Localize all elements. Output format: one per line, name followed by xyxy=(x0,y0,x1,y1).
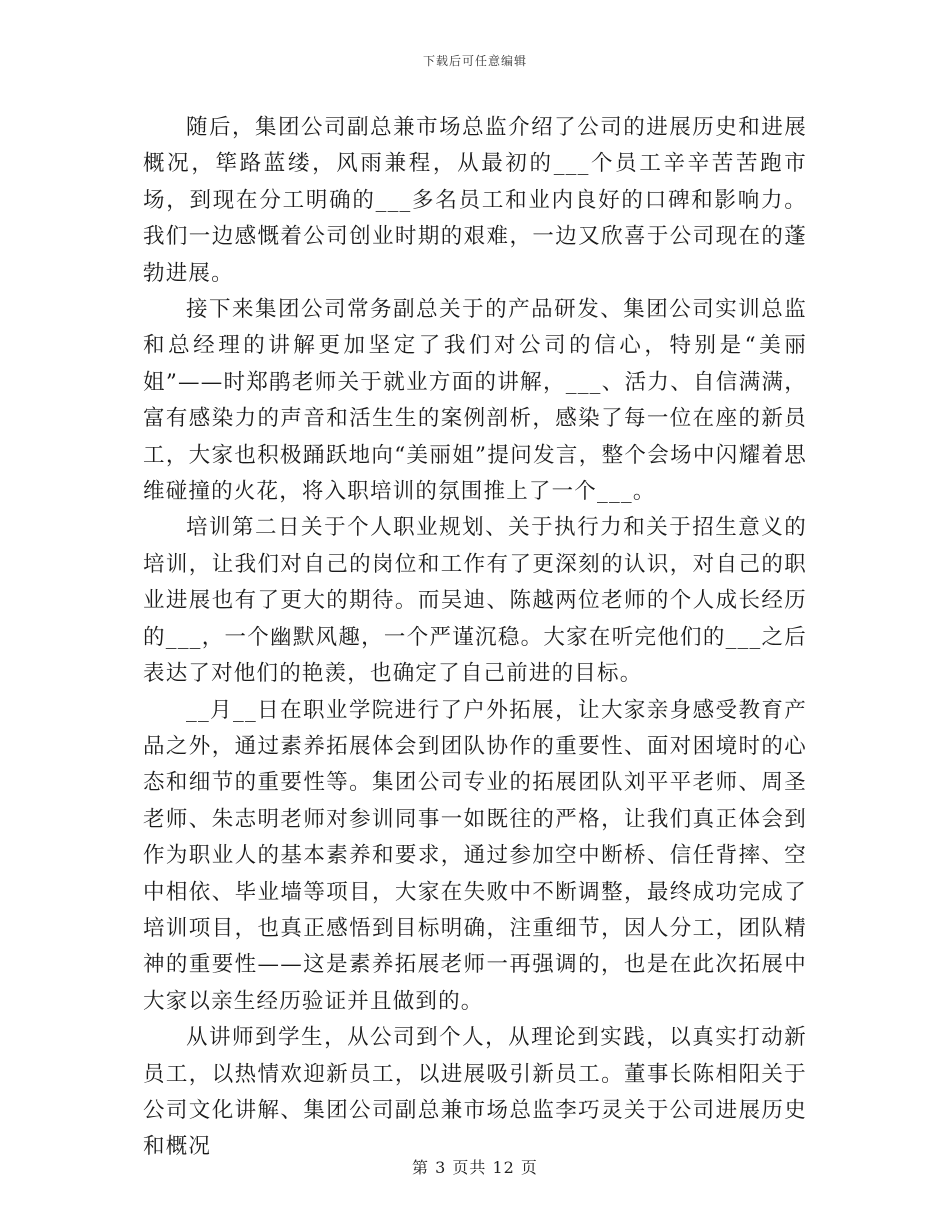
paragraph-2: 接下来集团公司常务副总关于的产品研发、集团公司实训总监和总经理的讲解更加坚定了我们对公司的信心，特别是“美丽姐”——时郑鹃老师关于就业方面的讲解，___、活力、自信满满，富有感染力的声音和活生生的案例剖析，感染了每一位在座的新员工，大家也积极踊跃地向“美丽姐”提问发言，整个会场中闪耀着思维碰撞的火花，将入职培训的氛围推上了一个___。 xyxy=(143,297,807,505)
document-body xyxy=(143,110,807,1166)
paragraph-5: 从讲师到学生，从公司到个人，从理论到实践，以真实打动新员工，以热情欢迎新员工，以进展吸引新员工。董事长陈相阳关于公司文化讲解、集团公司副总兼市场总监李巧灵关于公司进展历史和概况 xyxy=(143,1025,807,1160)
page-footer: 第 3 页共 12 页 xyxy=(412,1158,538,1177)
page-header: 下载后可任意编辑 xyxy=(422,54,527,68)
paragraph-1: 随后，集团公司副总兼市场总监介绍了公司的进展历史和进展概况，筚路蓝缕，风雨兼程，从最初的___个员工辛辛苦苦跑市场，到现在分工明确的___多名员工和业内良好的口碑和影响力。我们一边感慨着公司创业时期的艰难，一边又欣喜于公司现在的蓬勃进展。 xyxy=(143,115,807,286)
paragraph-3: 培训第二日关于个人职业规划、关于执行力和关于招生意义的培训，让我们对自己的岗位和工作有了更深刻的认识，对自己的职业进展也有了更大的期待。而吴迪、陈越两位老师的个人成长经历的___，一个幽默风趣，一个严谨沉稳。大家在听完他们的___之后表达了对他们的艳羡，也确定了自己前进的目标。 xyxy=(143,515,807,687)
paragraph-4: __月__日在职业学院进行了户外拓展，让大家亲身感受教育产品之外，通过素养拓展体会到团队协作的重要性、面对困境时的心态和细节的重要性等。集团公司专业的拓展团队刘平平老师、周圣老师、朱志明老师对参训同事一如既往的严格，让我们真正体会到作为职业人的基本素养和要求，通过参加空中断桥、信任背摔、空中相依、毕业墙等项目，大家在失败中不断调整，最终成功完成了培训项目，也真正感悟到目标明确，注重细节，因人分工，团队精神的重要性——这是素养拓展老师一再强调的，也是在此次拓展中大家以亲生经历验证并且做到的。 xyxy=(143,697,807,1014)
